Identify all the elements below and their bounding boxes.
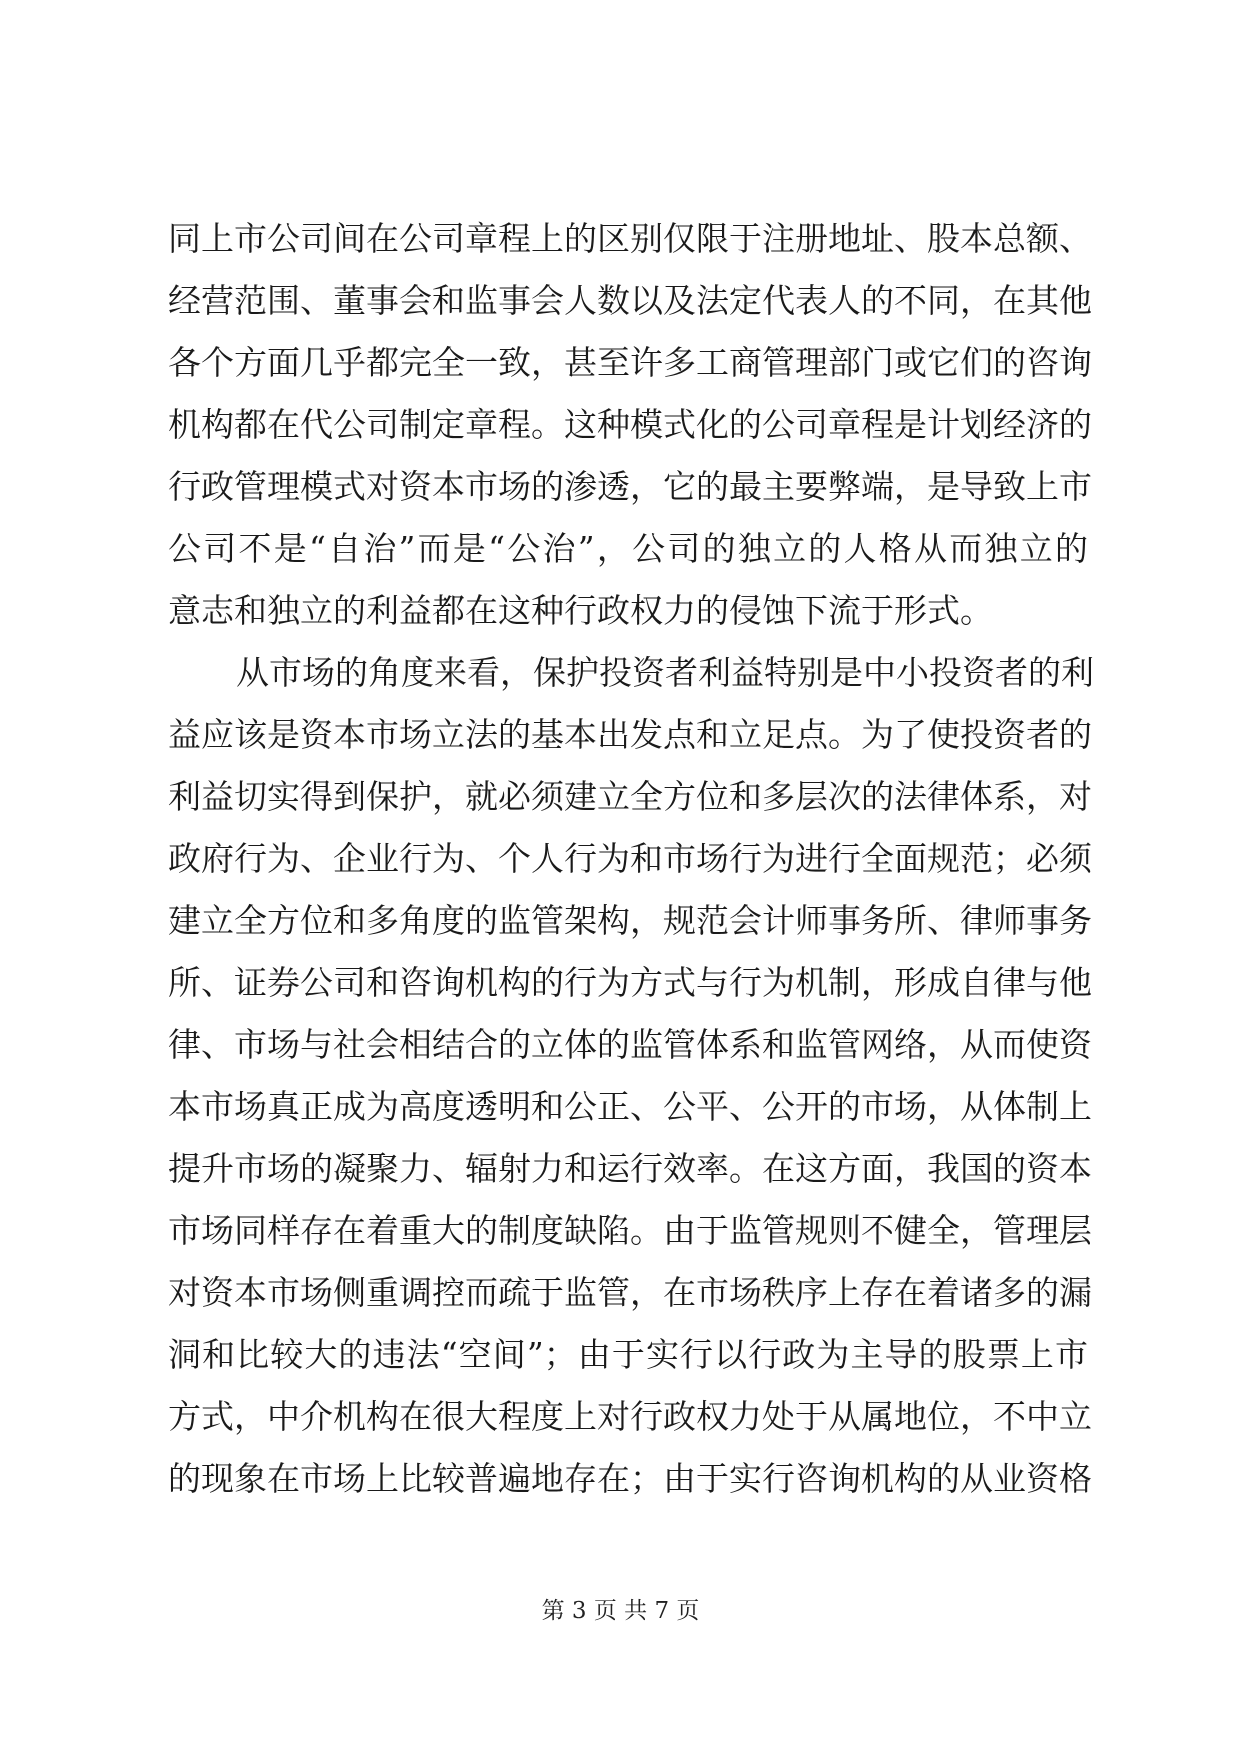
paragraph-1-line-4: 机构都在代公司制定章程。这种模式化的公司章程是计划经济的: [168, 405, 1092, 444]
paragraph-2-line-10: 市场同样存在着重大的制度缺陷。由于监管规则不健全，管理层: [168, 1211, 1092, 1250]
paragraph-2-line-2: 益应该是资本市场立法的基本出发点和立足点。为了使投资者的: [168, 715, 1092, 754]
paragraph-2-line-5: 建立全方位和多角度的监管架构，规范会计师事务所、律师事务: [168, 901, 1092, 940]
paragraph-2-line-13: 方式，中介机构在很大程度上对行政权力处于从属地位，不中立: [168, 1397, 1092, 1436]
paragraph-2-line-9: 提升市场的凝聚力、辐射力和运行效率。在这方面，我国的资本: [168, 1149, 1092, 1188]
paragraph-1-line-7: 意志和独立的利益都在这种行政权力的侵蚀下流于形式。: [168, 591, 993, 630]
paragraph-2-line-7: 律、市场与社会相结合的立体的监管体系和监管网络，从而使资: [168, 1025, 1092, 1064]
paragraph-2-line-4: 政府行为、企业行为、个人行为和市场行为进行全面规范；必须: [168, 839, 1092, 878]
paragraph-2-line-1: 从市场的角度来看，保护投资者利益特别是中小投资者的利: [236, 653, 1094, 692]
page-number-footer: 第 3 页 共 7 页: [541, 1598, 700, 1624]
paragraph-1-line-5: 行政管理模式对资本市场的渗透，它的最主要弊端，是导致上市: [168, 467, 1092, 506]
paragraph-2-line-14: 的现象在市场上比较普遍地存在；由于实行咨询机构的从业资格: [168, 1459, 1092, 1498]
paragraph-1-line-3: 各个方面几乎都完全一致，甚至许多工商管理部门或它们的咨询: [168, 343, 1092, 382]
paragraph-2-line-6: 所、证券公司和咨询机构的行为方式与行为机制，形成自律与他: [168, 963, 1092, 1002]
paragraph-2-line-12: 洞和比较大的违法“空间”；由于实行以行政为主导的股票上市: [168, 1335, 1088, 1374]
paragraph-2-line-8: 本市场真正成为高度透明和公正、公平、公开的市场，从体制上: [168, 1087, 1092, 1126]
paragraph-1-line-1: 同上市公司间在公司章程上的区别仅限于注册地址、股本总额、: [168, 219, 1092, 258]
document-body: [168, 208, 1094, 1510]
paragraph-2-line-3: 利益切实得到保护，就必须建立全方位和多层次的法律体系，对: [168, 777, 1092, 816]
paragraph-1-line-2: 经营范围、董事会和监事会人数以及法定代表人的不同，在其他: [168, 281, 1092, 320]
paragraph-2-line-11: 对资本市场侧重调控而疏于监管，在市场秩序上存在着诸多的漏: [168, 1273, 1092, 1312]
paragraph-1-line-6: 公司不是“自治”而是“公治”，公司的独立的人格从而独立的: [168, 529, 1088, 568]
